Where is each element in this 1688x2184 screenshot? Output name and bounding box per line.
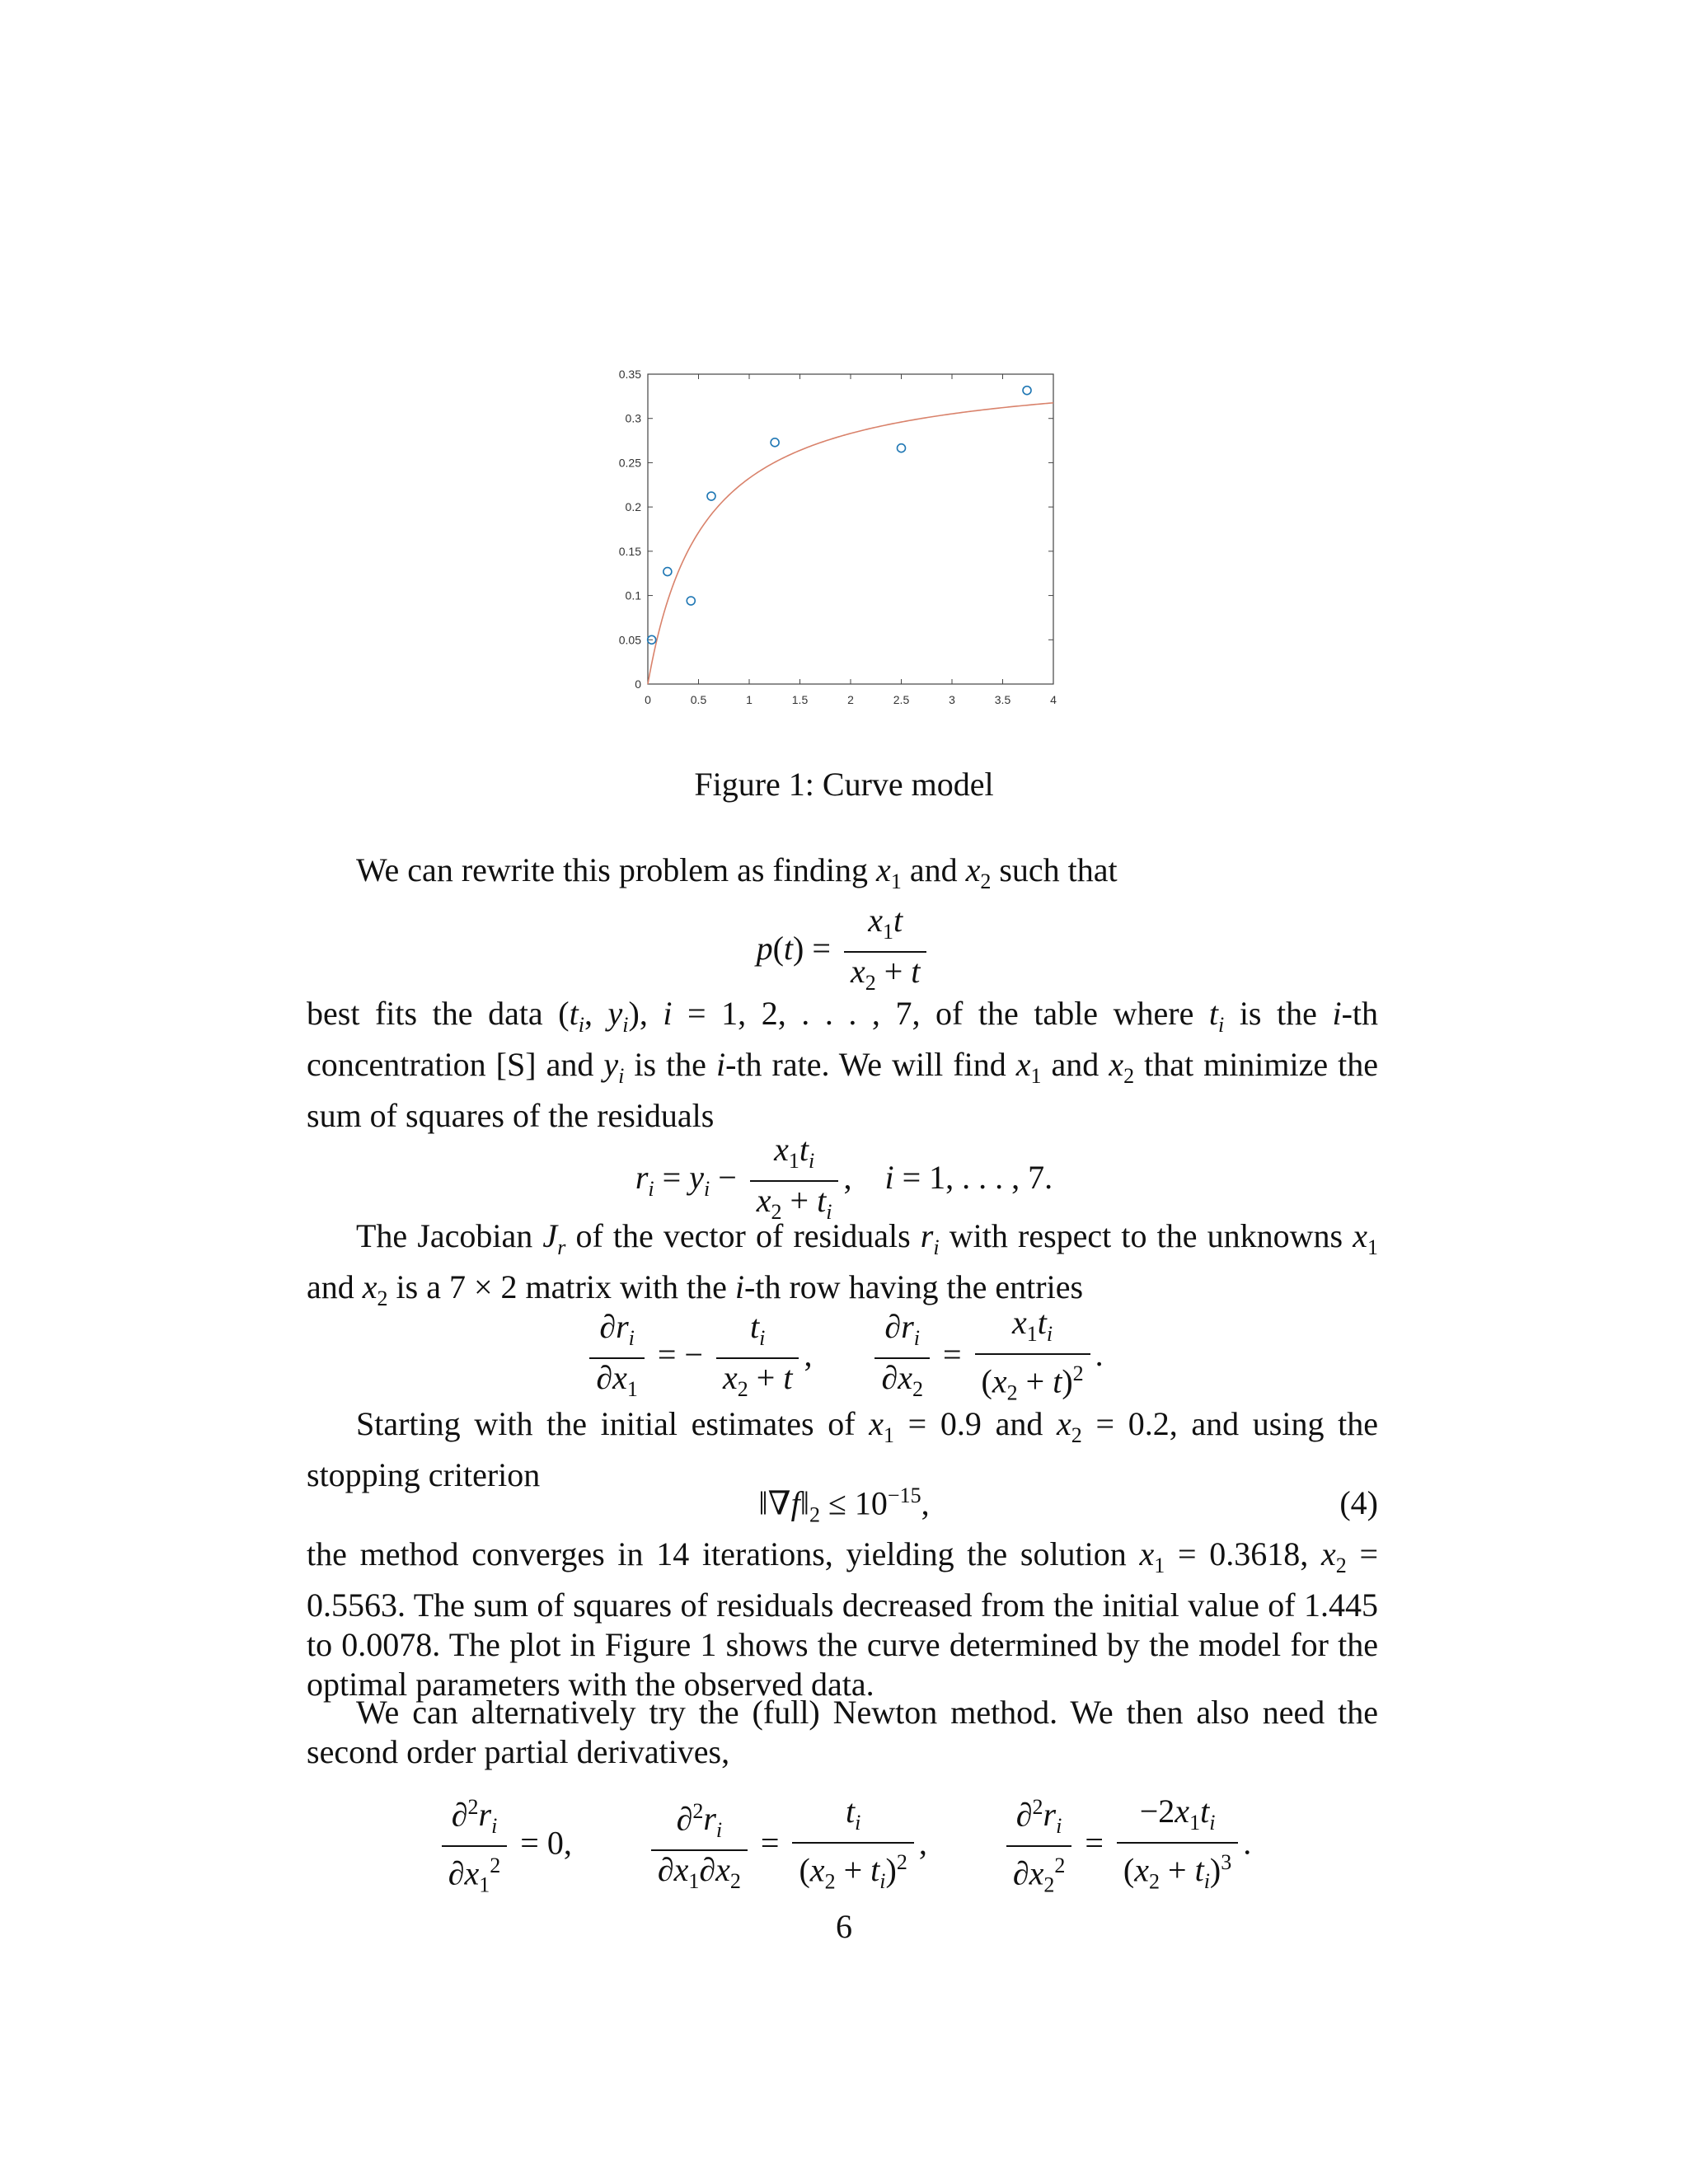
paragraph-rewrite: We can rewrite this problem as finding $x_1$ and $x_2$ such that — [356, 851, 1118, 893]
page-number: 6 — [836, 1908, 852, 1945]
y-tick-label: 0.15 — [618, 544, 641, 558]
data-point — [771, 438, 779, 447]
y-tick-label: 0 — [635, 677, 641, 691]
x-tick-label: 3.5 — [994, 693, 1011, 706]
y-tick-label: 0.1 — [625, 588, 641, 602]
paragraph-newton: We can alternatively try the (full) Newton method. We then also need the second order partial derivatives, — [307, 1694, 1378, 1770]
data-point — [687, 597, 695, 605]
y-tick-label: 0.3 — [625, 411, 641, 425]
model-curve — [648, 403, 1053, 684]
paragraph-converges: the method converges in 14 iterations, yielding the solution $x_1 = 0.3618$, $x_2 = 0.5563$. The sum of squares of residuals decreased from the initial value of 1.445 to 0.0078. The plot in Figure 1 shows the curve determined by the model for the optimal parameters with the observed data. — [307, 1535, 1379, 1703]
data-point — [1023, 387, 1031, 395]
y-tick-label: 0.05 — [618, 633, 641, 647]
paragraph-starting: Starting with the initial estimates of $x_1 = 0.9$ and $x_2 = 0.2$, and using the stopping criterion — [307, 1405, 1379, 1493]
x-tick-label: 2 — [847, 693, 854, 706]
x-tick-label: 1 — [746, 693, 753, 706]
y-tick-label: 0.35 — [618, 368, 641, 381]
y-tick-label: 0.25 — [618, 456, 641, 470]
x-tick-label: 1.5 — [791, 693, 809, 706]
x-tick-label: 0 — [645, 693, 651, 706]
figure-caption: Figure 1: Curve model — [694, 766, 994, 803]
equation-number: (4) — [1339, 1484, 1378, 1521]
paragraph-jacobian: The Jacobian $J_r$ of the vector of residuals $r_i$ with respect to the unknowns $x_1$ and $x_2$ is a 7 × 2 matrix with the i-th row having the entries — [307, 1217, 1379, 1310]
data-point — [707, 492, 715, 500]
x-tick-label: 0.5 — [690, 693, 707, 706]
equation-residual: $r_i = y_i$ − $\frac{x_1t_i}{x_2 + t_i}$ , i = 1, . . . , 7. — [635, 1131, 1053, 1224]
equation-second-derivatives: $\frac{\partial^2r_i}{\partial x_1^2}$ = 0, $\frac{\partial^2r_i}{\partial x_1\partial x_2}$ = $\frac{t_i}{(x_2 + t_i)^2}$ , $\frac{\partial^2r_i}{\partial x_2^2}$ = $\frac{-2x_1t_i}{(x_2 + t_i)^3}$ . — [0, 1788, 1688, 1905]
data-point — [663, 568, 672, 576]
equation-jacobian-entries: $\frac{\partial r_i}{\partial x_1}$ = − $\frac{t_i}{x_2 + t}$ , $\frac{\partial r_i}{\partial x_2}$ = $\frac{x_1t_i}{(x_2 + t)^2}$ . — [0, 1304, 1688, 1412]
x-tick-label: 4 — [1050, 693, 1057, 706]
y-tick-label: 0.2 — [625, 500, 641, 514]
data-point — [898, 444, 906, 452]
equation-model: p(t) = $\frac{x_1t}{x_2 + t}$ — [0, 902, 1688, 1002]
paragraph-best-fits: best fits the data ($t_i$, $y_i$), i = 1, 2, . . . , 7, of the table where $t_i$ is the i-th concentration [S] and $y_i$ is the i-th rate. We will find $x_1$ and $x_2$ that minimize the sum of squares of the residuals — [307, 995, 1379, 1134]
equation-stopping-criterion: $‖\nabla f‖_2 \le 10^{-15}$, — [758, 1483, 930, 1527]
x-tick-label: 2.5 — [893, 693, 910, 706]
x-tick-label: 3 — [949, 693, 955, 706]
curve-model-chart — [593, 363, 1071, 709]
plot-frame — [648, 374, 1053, 684]
